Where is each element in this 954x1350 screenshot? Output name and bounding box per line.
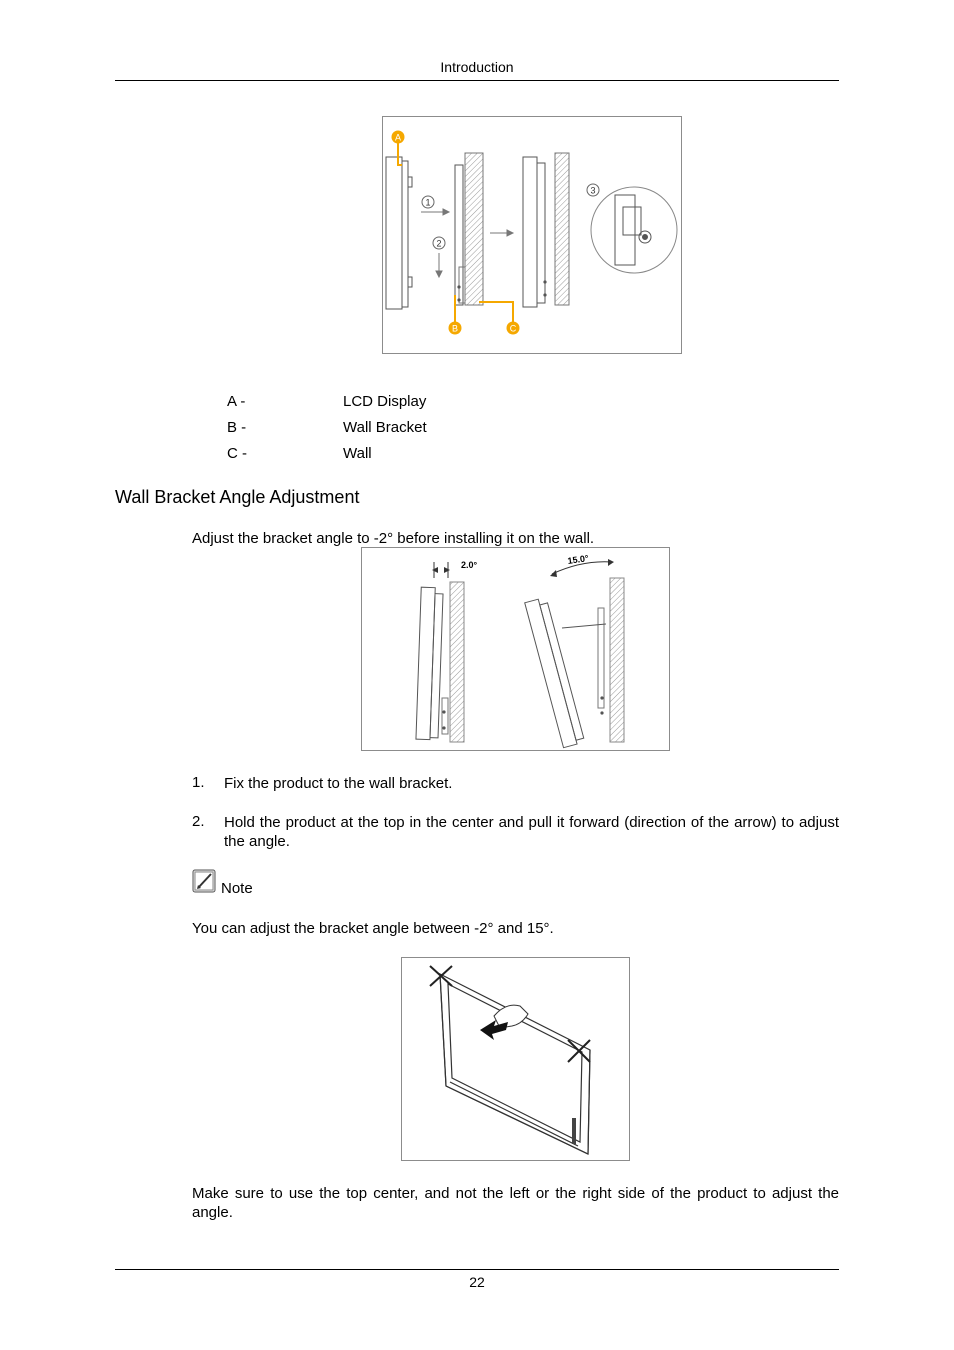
bracket-angle-figure xyxy=(361,547,670,751)
note-label: Note xyxy=(221,880,253,897)
angle-label-right: 15.0° xyxy=(566,553,590,566)
callout-b xyxy=(449,322,462,335)
page-number: 22 xyxy=(469,1274,485,1290)
step-3-marker xyxy=(587,184,599,196)
bracket-angle-illustration xyxy=(362,548,669,750)
hand-with-arrow-drawing xyxy=(480,1005,528,1040)
step-1-text: Fix the product to the wall bracket. xyxy=(224,775,453,792)
pull-forward-figure xyxy=(401,957,630,1161)
callout-a xyxy=(392,131,405,144)
minus-2-degree-drawing xyxy=(416,560,478,742)
angle-label-left: 2.0° xyxy=(461,560,478,570)
section-heading: Wall Bracket Angle Adjustment xyxy=(115,487,360,507)
intro-paragraph: Adjust the bracket angle to -2° before installing it on the wall. xyxy=(192,530,595,547)
legend-key-a: A - xyxy=(227,393,246,410)
wall-with-bracket-drawing xyxy=(455,153,483,305)
mounting-steps-figure xyxy=(382,116,682,354)
mounting-steps-illustration xyxy=(383,117,681,353)
callout-a-label: A xyxy=(394,132,402,143)
note-pencil-icon xyxy=(192,869,216,893)
legend-key-c: C - xyxy=(227,445,247,462)
legend-value-a: LCD Display xyxy=(343,393,427,410)
legend-key-b: B - xyxy=(227,419,247,436)
note-text: You can adjust the bracket angle between -2° and 15°. xyxy=(192,920,554,937)
header-rule xyxy=(115,80,839,81)
legend-value-c: Wall xyxy=(343,445,372,462)
detail-magnifier-drawing xyxy=(591,187,677,273)
lcd-display-drawing xyxy=(386,157,412,309)
closing-paragraph: Make sure to use the top center, and not the left or the right side of the product to adjust the angle. xyxy=(192,1185,839,1221)
step-1-number-label: 1. xyxy=(192,774,205,791)
step-2-number-label: 2. xyxy=(192,813,205,830)
mounted-display-drawing xyxy=(523,153,569,307)
pull-forward-illustration xyxy=(402,958,629,1160)
step-2-number: 2 xyxy=(436,238,442,249)
step-3-number: 3 xyxy=(590,185,596,196)
plus-15-degree-drawing xyxy=(525,553,624,748)
footer-rule xyxy=(115,1269,839,1270)
step-1-marker xyxy=(422,196,434,208)
page-header-title: Introduction xyxy=(440,59,514,75)
step-2-marker xyxy=(433,237,445,249)
step-1-number: 1 xyxy=(425,197,431,208)
step-2-text: Hold the product at the top in the center and pull it forward (direction of the arrow) to adjust the angle. xyxy=(224,814,839,850)
display-bezel-details xyxy=(572,1118,576,1144)
callout-c xyxy=(507,322,520,335)
callout-c-label: C xyxy=(509,323,517,334)
legend-value-b: Wall Bracket xyxy=(343,419,427,436)
display-frame-drawing xyxy=(440,974,590,1154)
callout-b-label: B xyxy=(451,323,459,334)
